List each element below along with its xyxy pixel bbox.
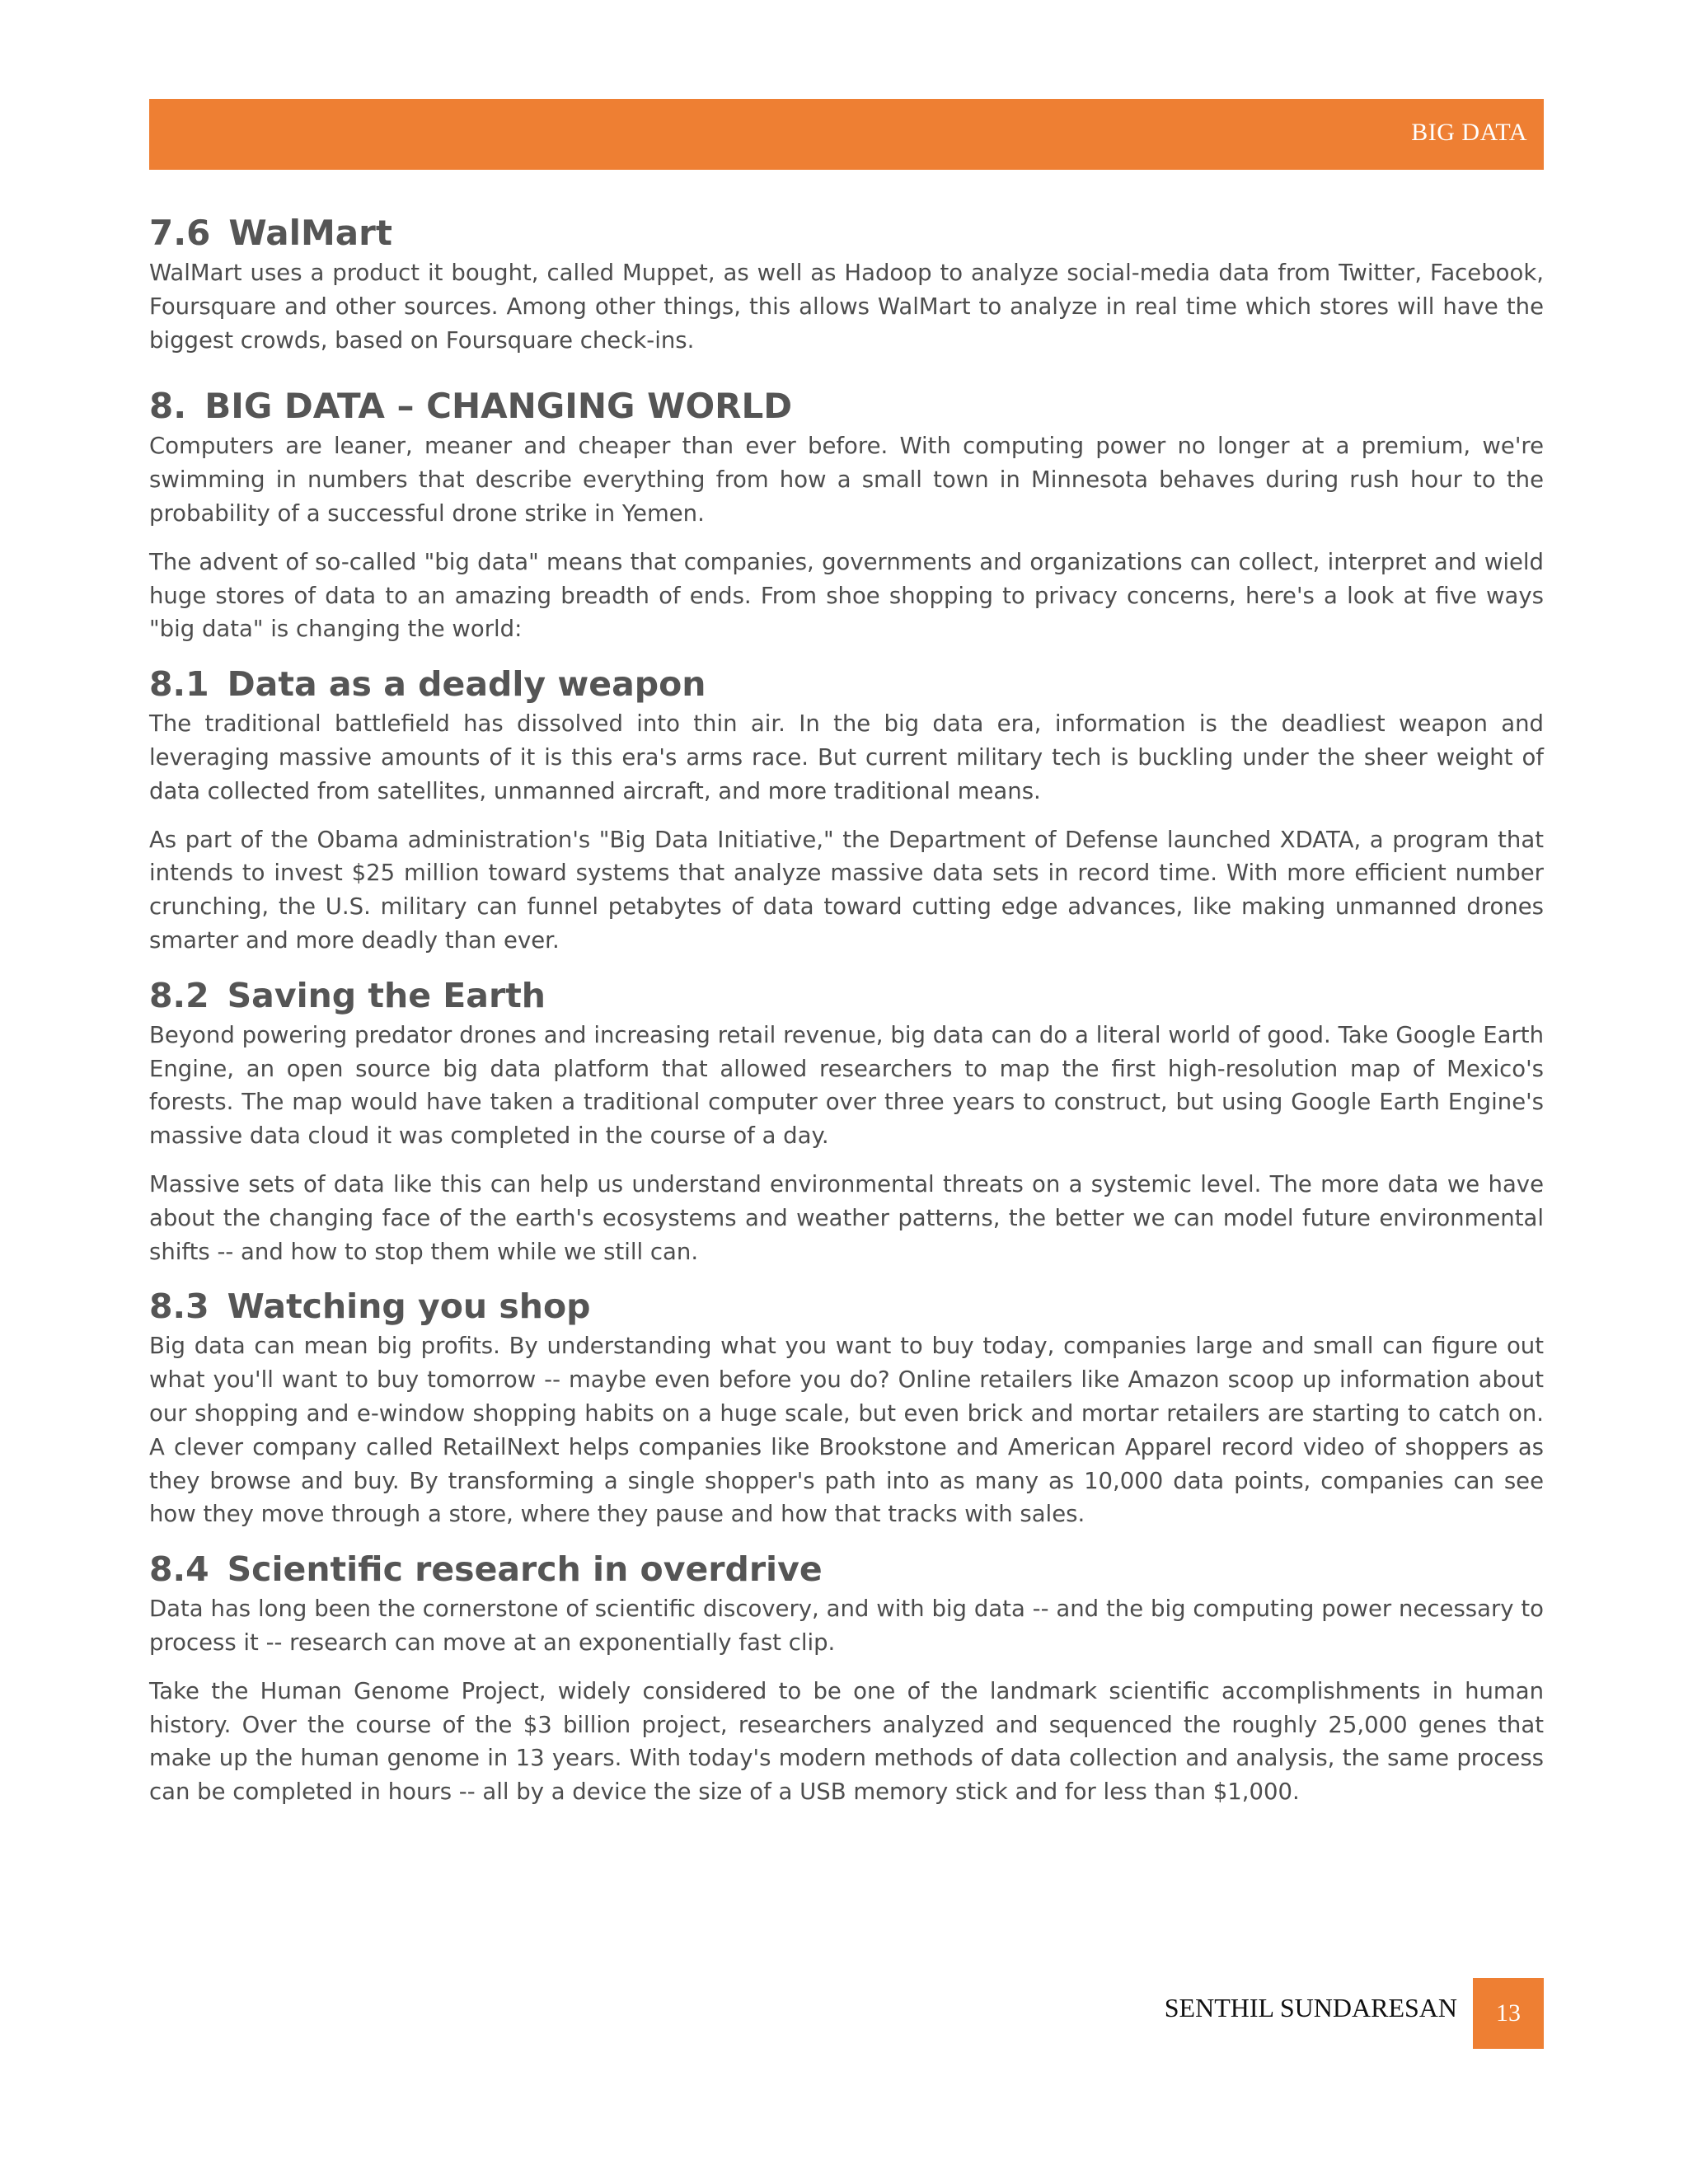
section-number: 7.6 (149, 213, 211, 253)
paragraph: Computers are leaner, meaner and cheaper than ever before. With computing power no longer at a premium, we're swimming in numbers that describe everything from how a small town in Minnesota behaves during rush hour to the probability of a successful drone strike in Yemen. (149, 433, 1544, 527)
page-number-box (1473, 1978, 1544, 2049)
section-8-4-scientific-research (149, 1546, 1544, 1809)
section-number: 8.1 (149, 664, 209, 705)
page-number: 13 (1496, 1999, 1521, 2027)
section-title: Watching you shop (227, 1286, 591, 1327)
section-number: 8. (149, 386, 187, 427)
paragraph: WalMart uses a product it bought, called Muppet, as well as Hadoop to analyze social-media data from Twitter, Facebook, Foursquare and other sources. Among other things, this allows WalMart to analyze in real time which stores will have the biggest crowds, based on Foursquare check-ins. (149, 260, 1544, 354)
section-number: 8.3 (149, 1286, 209, 1327)
paragraph: Big data can mean big profits. By understanding what you want to buy today, companies large and small can figure out what you'll want to buy tomorrow -- maybe even before you do? Online retailers like Amazon scoop up information about our shopping and e-window shopping habits on a huge scale, but even brick and mortar retailers are starting to catch on. A clever company called RetailNext helps companies like Brookstone and American Apparel record video of shoppers as they browse and buy. By transforming a single shopper's path into as many as 10,000 data points, companies can see how they move through a store, where they pause and how that tracks with sales. (149, 1333, 1544, 1528)
section-title: Scientific research in overdrive (227, 1549, 823, 1590)
section-8-2-saving-the-earth (149, 972, 1544, 1269)
section-heading (149, 210, 1544, 256)
paragraph: Take the Human Genome Project, widely considered to be one of the landmark scientific accomplishments in human history. Over the course of the $3 billion project, researchers analyzed and sequenced the roughly 25,000 genes that make up the human genome in 13 years. With today's modern methods of data collection and analysis, the same process can be completed in hours -- all by a device the size of a USB memory stick and for less than $1,000. (149, 1677, 1544, 1806)
paragraph: Beyond powering predator drones and increasing retail revenue, big data can do a literal world of good. Take Google Earth Engine, an open source big data platform that allowed researchers to map the first high-resolution map of Mexico's forests. The map would have taken a traditional computer over three years to construct, but using Google Earth Engine's massive data cloud it was completed in the course of a day. (149, 1021, 1544, 1150)
header-title: BIG DATA (1411, 119, 1527, 146)
section-heading (149, 661, 1544, 707)
section-title: Saving the Earth (227, 975, 546, 1015)
section-8-3-watching-you-shop (149, 1283, 1544, 1531)
section-title: WalMart (228, 213, 392, 253)
section-heading (149, 1283, 1544, 1329)
section-number: 8.4 (149, 1549, 209, 1590)
section-heading (149, 972, 1544, 1019)
section-title: BIG DATA – CHANGING WORLD (204, 386, 793, 427)
section-heading (149, 383, 1544, 429)
paragraph: As part of the Obama administration's "Big Data Initiative," the Department of Defense launched XDATA, a program that intends to invest $25 million toward systems that analyze massive data sets in record time. With more efficient number crunching, the U.S. military can funnel petabytes of data toward cutting edge advances, like making unmanned drones smarter and more deadly than ever. (149, 826, 1544, 954)
document-body (149, 210, 1544, 1824)
section-8-1-data-as-weapon (149, 661, 1544, 958)
section-8-big-data-changing-world (149, 383, 1544, 646)
paragraph: Massive sets of data like this can help us understand environmental threats on a systemic level. The more data we have about the changing face of the earth's ecosystems and weather patterns, the better we can model future environmental shifts -- and how to stop them while we still can. (149, 1170, 1544, 1265)
section-heading (149, 1546, 1544, 1592)
footer-author: SENTHIL SUNDARESAN (1164, 1993, 1457, 2022)
paragraph: The advent of so-called "big data" means that companies, governments and organizations can collect, interpret and wield huge stores of data to an amazing breadth of ends. From shoe shopping to privacy concerns, here's a look at five ways "big data" is changing the world: (149, 548, 1544, 643)
paragraph: The traditional battlefield has dissolved into thin air. In the big data era, information is the deadliest weapon and leveraging massive amounts of it is this era's arms race. But current military tech is buckling under the sheer weight of data collected from satellites, unmanned aircraft, and more traditional means. (149, 710, 1544, 804)
section-7-6-walmart (149, 210, 1544, 357)
header-band (149, 99, 1544, 170)
section-number: 8.2 (149, 975, 209, 1015)
paragraph: Data has long been the cornerstone of scientific discovery, and with big data -- and the big computing power necessary to process it -- research can move at an exponentially fast clip. (149, 1596, 1544, 1656)
section-title: Data as a deadly weapon (227, 664, 706, 705)
